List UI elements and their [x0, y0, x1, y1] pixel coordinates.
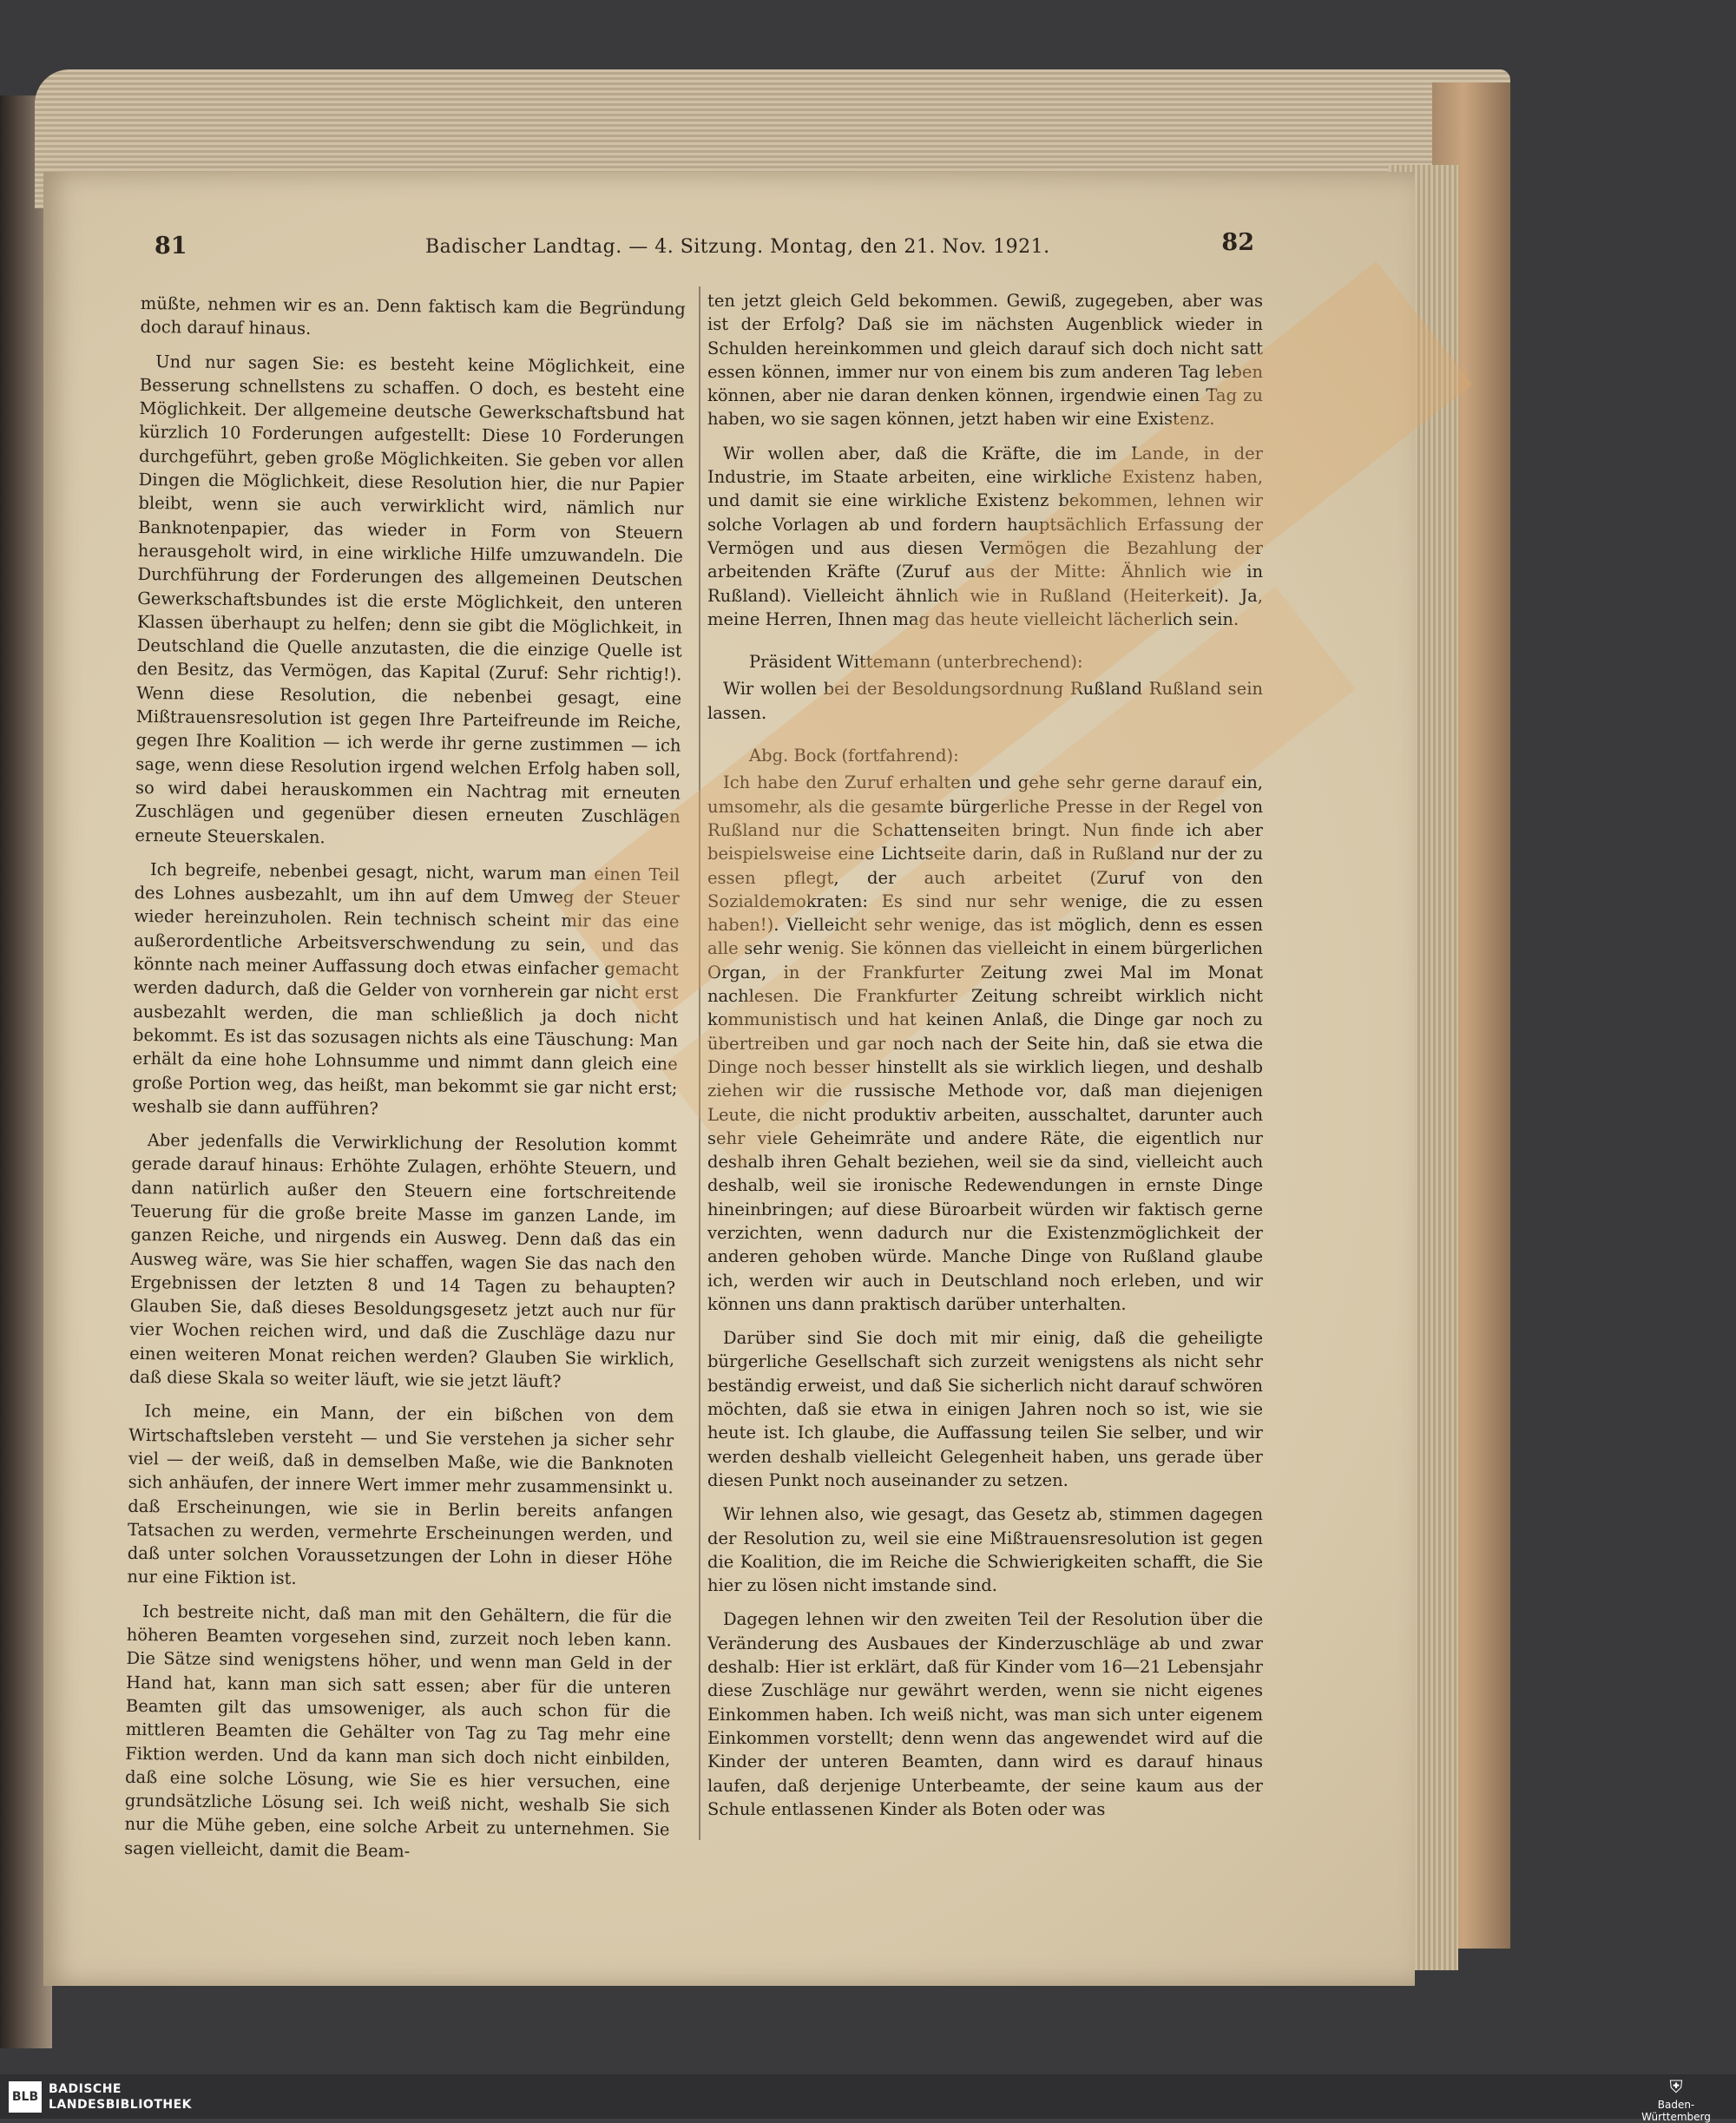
paragraph: Wir lehnen also, wie gesagt, das Gesetz ab, stimmen dagegen der Resolution zu, weil sie eine Mißtrauensresolution ist gegen die Koalition, die im Reiche die Schwierigkeiten schafft, die Sie hier zu lösen nicht imstande sind. [707, 1504, 1263, 1596]
library-name[interactable] [49, 2081, 192, 2113]
paragraph: ten jetzt gleich Geld bekommen. Gewiß, zugegeben, aber was ist der Erfolg? Daß sie im nächsten Augenblick wieder in Schulden hereinkommen und gleich darauf sich doch nicht satt essen können, immer nur von einem bis zum anderen Tag leben können, aber nie daran denken können, irgendwie einen Tag zu haben, wo sie sagen können, jetzt haben wir eine Existenz. [707, 291, 1263, 430]
paragraph: Aber jedenfalls die Verwirklichung der Resolution kommt gerade darauf hinaus: Erhöhte Zulagen, erhöhte Steuern, und dann natürlich außer den Steuern eine fortschreitende Teuerung für die große breite Masse im ganzen Lande, im ganzen Reiche, und nirgends ein Ausweg. Denn daß das ein Ausweg wäre, was Sie hier schaffen, wagen Sie das nach den Ergebnissen der letzten 8 und 14 Tagen zu behaupten? Glauben Sie, daß dieses Besoldungsgesetz jetzt auch nur für vier Wochen reichen wird, und daß die Zuschläge dazu nur einen weiteren Monat reichen werden? Glauben Sie wirklich, daß diese Skala so weiter läuft, wie sie jetzt läuft? [128, 1130, 677, 1392]
paragraph: Ich begreife, nebenbei gesagt, nicht, warum man einen Teil des Lohnes ausbezahlt, um ihn auf dem Umweg der Steuer wieder hereinzuholen. Rein technisch scheint mir das eine außerordentliche Arbeitsverschwendung zu sein, und das könnte nach meiner Auffassung doch etwas einfacher gemacht werden dadurch, daß die Gelder von vornherein gar nicht erst ausbezahlt werden, die man schließlich ja doch nicht bekommt. Es ist das sozusagen nichts als eine Täuschung: Man erhält da eine hohe Lohnsumme und nimmt dann gleich eine große Portion weg, das heißt, man bekommt sie gar nicht erst; weshalb sie dann aufführen? [132, 858, 681, 1119]
page-header [148, 229, 1254, 267]
library-name-line2: LANDESBIBLIOTHEK [49, 2098, 193, 2112]
viewer-footer [0, 2074, 1736, 2123]
speaker-line: Abg. Bock (fortfahrend): [749, 746, 959, 766]
paragraph: Ich bestreite nicht, daß man mit den Gehältern, die für die höheren Beamten vorgesehen sind, zurzeit noch leben kann. Die Sätze sind wenigstens höher, und wenn man Geld in der Hand hat, kann man sich satt essen; aber für die unteren Beamten gilt das umsoweniger, als auch schon für die mittleren Beamten die Gehälter von Tag zu Tag mehr eine Fiktion werden. Und da kann man sich doch nicht einbilden, daß eine solche Lösung, wie Sie es hier versuchen, eine grundsätzliche Lösung sei. Ich weiß nicht, weshalb Sie sich nur die Mühe geben, eine solche Arbeit zu unternehmen. Sie sagen vielleicht, damit die Beam- [124, 1600, 673, 1862]
speaker-line: Präsident Wittemann (unterbrechend): [749, 652, 1083, 673]
blb-abbr: BLB [11, 2090, 39, 2104]
library-name-line1: BADISCHE [49, 2082, 122, 2096]
coat-of-arms-icon: ⛨ [1669, 2076, 1683, 2097]
page-number-left: 81 [155, 233, 187, 260]
paragraph: Ich habe den Zuruf erhalten und gehe sehr gerne darauf ein, umsomehr, als die gesamte bürgerliche Presse in der Regel von Rußland nur die Schattenseiten bringt. Nun finde ich aber beispielsweise eine Lichtseite darin, daß in Rußland nur der zu essen pflegt, der auch arbeitet (Zuruf von den Sozialdemokraten: Es sind nur sehr wenige, die zu essen haben!). Vielleicht sehr wenige, das ist möglich, denn es essen alle sehr wenig. Sie können das vielleicht in einem bürgerlichen Organ, in der Frankfurter Zeitung zwei Mal im Monat nachlesen. Die Frankfurter Zeitung schreibt wirklich nicht kommunistisch und hat keinen Anlaß, die Dinge gar noch zu übertreiben und gar noch nach der Seite hin, daß sie etwa die Dinge noch besser hinstellt als sie wirklich liegen, und deshalb ziehen wir die russische Methode vor, daß man diejenigen Leute, die nicht produktiv arbeiten, ausschaltet, darunter auch sehr viele Geheimräte und andere Räte, die eigentlich nur deshalb ihren Gehalt beziehen, weil sie da sind, vielleicht auch deshalb, weil sie ironische Redewendungen in ernste Dinge hineinbringen; auf diese Büroarbeit würden wir faktisch gerne verzichten, wenn dadurch nur die Existenzmöglichkeit der anderen gehoben würde. Manche Dinge von Rußland glaube ich, werden wir auch in Deutschland noch erleben, und wir können uns dann praktisch darüber unterhalten. [707, 772, 1263, 1314]
paragraph: müßte, nehmen wir es an. Denn faktisch kam die Begründung doch darauf hinaus. [140, 292, 686, 339]
state-label: Baden-Württemberg [1641, 2099, 1711, 2123]
page-number-right: 82 [1221, 229, 1254, 256]
left-column [124, 292, 686, 1876]
paragraph: Und nur sagen Sie: es besteht keine Möglichkeit, eine Besserung schnellstens zu schaffen. O doch, es besteht eine Möglichkeit. Der allgemeine deutsche Gewerkschaftsbund hat kürzlich 10 Forderungen aufgestellt: Diese 10 Forderungen durchgeführt, geben große Möglichkeiten. Sie geben vor allen Dingen die Möglichkeit, diese Resolution hier, die nur Papier bleibt, wenn sie auch verwirklicht wird, nämlich nur Banknotenpapier, das wieder in Form von Steuern herausgeholt wird, in eine wirkliche Hilfe umzuwandeln. Die Durchführung der Forderungen des allgemeinen Deutschen Gewerkschaftsbundes ist die erste Möglichkeit, den unteren Klassen überhaupt zu helfen; denn sie gibt die Möglichkeit, in Deutschland die Quelle anzutasten, die die einzige Quelle ist den Besitz, das Vermögen, das Kapital (Zuruf: Sehr richtig!). Wenn diese Resolution, die nebenbei gesagt, eine Mißtrauensresolution ist gegen Ihre Parteifreunde im Reiche, gegen Ihre Koalition — ich werde ihr gerne zustimmen — ich sage, wenn diese Resolution irgend welchen Erfolg haben soll, so wird dabei herauskommen ein Nachtrag mit erneuten Zuschlägen und gegenüber diesen erneuten Zuschlägen erneute Steuerskalen. [135, 351, 686, 847]
blb-logo-icon[interactable] [9, 2081, 42, 2113]
paragraph: Wir wollen aber, daß die Kräfte, die im Lande, in der Industrie, im Staate arbeiten, eine wirkliche Existenz haben, und damit sie eine wirkliche Existenz bekommen, lehnen wir solche Vorlagen ab und fordern hauptsächlich Erfassung der Vermögen und aus diesen Vermögen die Bezahlung der arbeitenden Kräfte (Zuruf aus der Mitte: Ähnlich wie in Rußland). Vielleicht ähnlich wie in Rußland (Heiterkeit). Ja, meine Herren, Ihnen mag das heute vielleicht lächerlich sein. [707, 443, 1263, 629]
state-logo[interactable] [1628, 2076, 1724, 2123]
paragraph: Darüber sind Sie doch mit mir einig, daß die geheiligte bürgerliche Gesellschaft sich zurzeit wenigstens als nicht sehr beständig erweist, und daß Sie sicherlich nicht darauf schwören möchten, daß sie etwa in einigen Jahren noch so ist, wie sie heute ist. Ich glaube, die Auffassung teilen Sie selber, und wir werden deshalb vielleicht Gelegenheit haben, uns gerade über diesen Punkt noch auseinander zu setzen. [707, 1328, 1263, 1490]
paragraph: Wir wollen bei der Besoldungsordnung Rußland Rußland sein lassen. [707, 679, 1263, 723]
paragraph: Ich meine, ein Mann, der ein bißchen von dem Wirtschaftsleben versteht — und Sie verstehen ja sicher sehr viel — der weiß, daß in demselben Maße, wie die Banknoten sich anhäufen, der innere Wert immer mehr zusammensinkt u. daß Erscheinungen, wie sie in Berlin bereits anfangen Tatsachen zu werden, vermehrte Erscheinungen werden, und daß unter solchen Voraussetzungen der Lohn in dieser Höhe nur eine Fiktion ist. [127, 1401, 674, 1589]
paragraph: Dagegen lehnen wir den zweiten Teil der Resolution über die Veränderung des Ausbaues der Kinderzuschläge ab und zwar deshalb: Hier ist erklärt, daß für Kinder vom 16—21 Lebensjahr diese Zuschläge nur gewährt werden, wenn sie nicht eigenes Einkommen haben. Ich weiß nicht, was man sich unter eigenem Einkommen vorstellt; denn wenn das angewendet wird auf die Kinder der unteren Beamten, dann wird es darauf hinaus laufen, daß derjenige Unterbeamte, der seine kaum aus der Schule entlassenen Kinder als Boten oder was [707, 1609, 1263, 1819]
running-title: Badischer Landtag. — 4. Sitzung. Montag, den 21. Nov. 1921. [425, 236, 1050, 258]
